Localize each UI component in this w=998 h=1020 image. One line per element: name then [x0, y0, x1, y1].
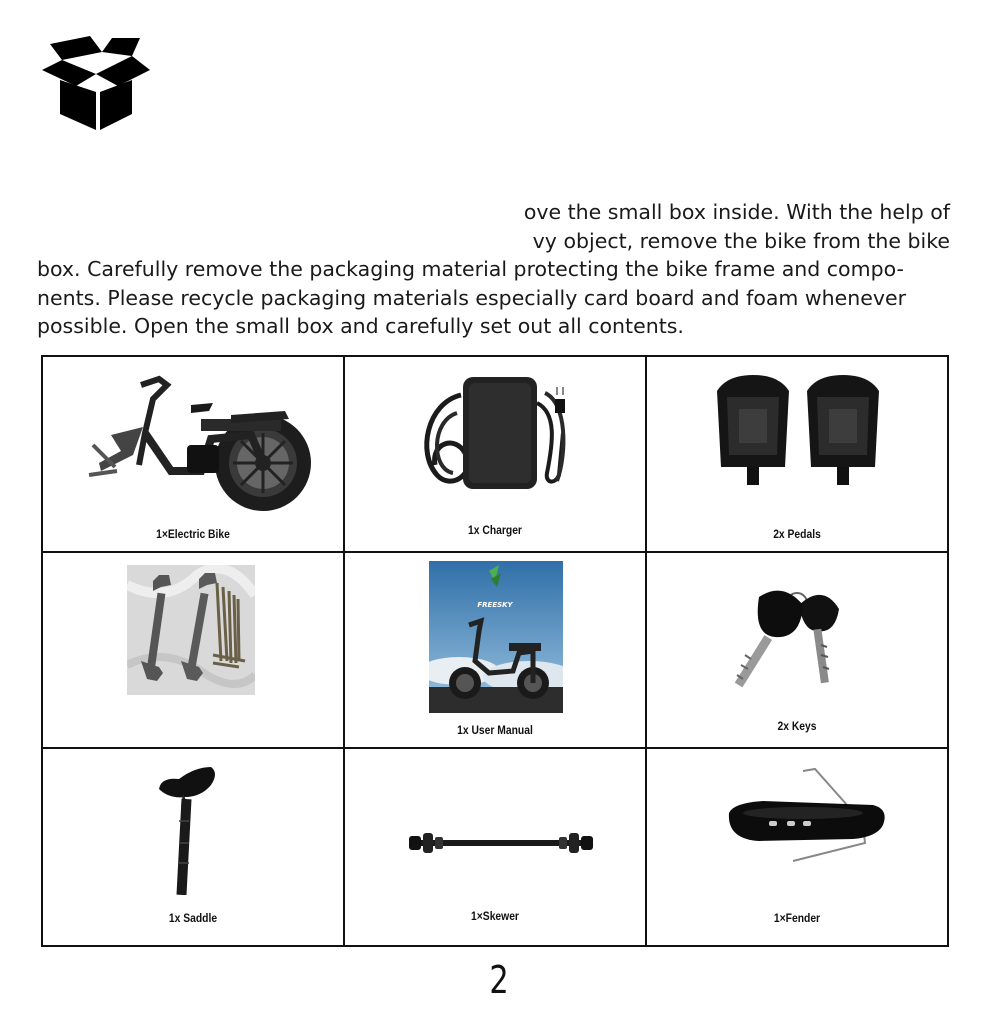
intro-line: ove the small box inside. With the help of [523, 200, 950, 224]
contents-cell-tools [43, 553, 345, 749]
open-box-icon [40, 34, 152, 132]
contents-cell-saddle [43, 749, 345, 945]
contents-caption: 1x Charger [468, 523, 522, 537]
contents-cell-pedals [647, 357, 947, 553]
skewer-image [409, 829, 593, 857]
contents-table [41, 355, 949, 947]
intro-paragraph-partial [524, 198, 950, 255]
contents-cell-skewer [345, 749, 647, 945]
intro-paragraph [37, 255, 952, 341]
contents-cell-electric-bike [43, 357, 345, 553]
contents-cell-keys [647, 553, 947, 749]
page-number: 2 [489, 958, 509, 1002]
saddle-image [155, 763, 225, 895]
contents-caption: 2x Keys [777, 719, 817, 733]
intro-line: box. Carefully remove the packaging material protecting the bike frame and compo- [37, 257, 904, 281]
contents-caption: 1x Saddle [168, 911, 218, 925]
contents-caption: 1×Fender [773, 911, 821, 925]
contents-cell-charger [345, 357, 647, 553]
contents-caption: 1x User Manual [457, 723, 533, 737]
intro-line: vy object, remove the bike from the bike [532, 228, 950, 253]
intro-line: possible. Open the small box and carefully set out all contents. [37, 314, 684, 338]
contents-cell-fender [647, 749, 947, 945]
keys-image [723, 579, 853, 691]
intro-line: nents. Please recycle packaging materials especially card board and foam whenever [37, 285, 907, 310]
user-manual-image [429, 561, 563, 713]
electric-bike-image [81, 375, 313, 515]
contents-caption: 1×Electric Bike [156, 527, 230, 541]
tools-image [127, 565, 255, 695]
charger-image [417, 373, 577, 493]
fender-image [723, 767, 893, 871]
pedals-image [713, 375, 883, 487]
contents-caption: 2x Pedals [773, 527, 821, 541]
contents-caption: 1×Skewer [471, 909, 519, 923]
contents-cell-user-manual [345, 553, 647, 749]
manual-brand-text: FREESKY [477, 601, 513, 609]
